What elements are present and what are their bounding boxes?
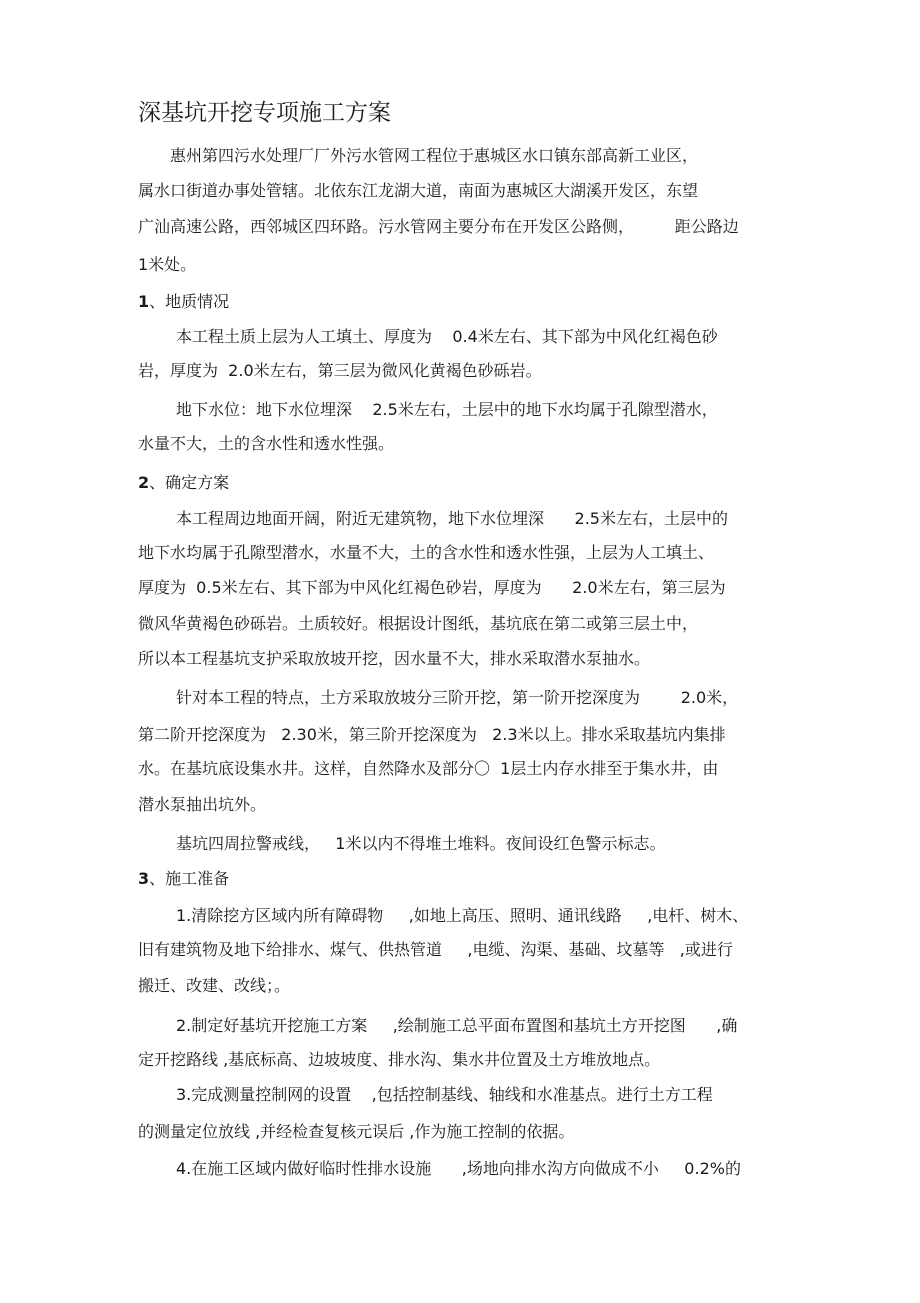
paragraph-line: 微风华黄褐色砂砾岩。土质较好。根据设计图纸，基坑底在第二或第三层土中， bbox=[138, 614, 699, 633]
intro-line: 属水口街道办事处管辖。北依东江龙湖大道，南面为惠城区大湖溪开发区，东望 bbox=[138, 181, 699, 200]
section-number: 1 bbox=[138, 292, 150, 311]
list-item-line: 2.制定好基坑开挖施工方案 ,绘制施工总平面布置图和基坑土方开挖图 ,确 bbox=[176, 1016, 738, 1035]
paragraph-line: 岩，厚度为 2.0米左右，第三层为微风化黄褐色砂砾岩。 bbox=[138, 361, 542, 380]
paragraph-line: 厚度为 0.5米左右、其下部为中风化红褐色砂岩，厚度为 2.0米左右，第三层为 bbox=[138, 578, 726, 597]
paragraph-line: 本工程周边地面开阔，附近无建筑物，地下水位埋深 2.5米左右，土层中的 bbox=[176, 509, 728, 528]
section-heading-text: 、确定方案 bbox=[149, 473, 230, 492]
list-item-line: 4.在施工区域内做好临时性排水设施 ,场地向排水沟方向做成不小 0.2%的 bbox=[176, 1159, 741, 1178]
paragraph-line: 水。在基坑底设集水井。这样，自然降水及部分〇 1层土内存水排至于集水井，由 bbox=[138, 759, 719, 778]
paragraph-line: 潜水泵抽出坑外。 bbox=[138, 795, 267, 814]
section-heading-3 bbox=[138, 868, 229, 890]
paragraph-line: 水量不大，土的含水性和透水性强。 bbox=[138, 434, 395, 453]
section-number: 3 bbox=[138, 869, 150, 888]
intro-line: 广汕高速公路，西邻城区四环路。污水管网主要分布在开发区公路侧， 距公路边 bbox=[138, 217, 739, 236]
document-title: 深基坑开挖专项施工方案 bbox=[138, 100, 391, 126]
list-item-line: 旧有建筑物及地下给排水、煤气、供热管道 ,电缆、沟渠、基础、坟墓等 ,或进行 bbox=[138, 940, 733, 959]
list-item-line: 定开挖路线 ,基底标高、边坡坡度、排水沟、集水井位置及土方堆放地点。 bbox=[138, 1050, 661, 1069]
list-item-line: 搬迁、改建、改线；。 bbox=[138, 976, 291, 995]
paragraph-line: 第二阶开挖深度为 2.30米，第三阶开挖深度为 2.3米以上。排水采取基坑内集排 bbox=[138, 725, 726, 744]
list-item-line: 的测量定位放线 ,并经检查复核元误后 ,作为施工控制的依据。 bbox=[138, 1122, 575, 1141]
section-heading-text: 、地质情况 bbox=[149, 292, 230, 311]
list-item-line: 3.完成测量控制网的设置 ,包括控制基线、轴线和水准基点。进行土方工程 bbox=[176, 1085, 713, 1104]
section-heading-2 bbox=[138, 472, 229, 494]
paragraph-line: 地下水均属于孔隙型潜水，水量不大，土的含水性和透水性强，上层为人工填土、 bbox=[138, 543, 715, 562]
paragraph-line: 针对本工程的特点，土方采取放坡分三阶开挖，第一阶开挖深度为 2.0米， bbox=[176, 688, 739, 707]
paragraph-line: 本工程土质上层为人工填土、厚度为 0.4米左右、其下部为中风化红褐色砂 bbox=[176, 327, 718, 346]
intro-line: 惠州第四污水处理厂厂外污水管网工程位于惠城区水口镇东部高新工业区， bbox=[170, 146, 699, 165]
list-item-line: 1.清除挖方区域内所有障碍物 ,如地上高压、照明、通讯线路 ,电杆、树木、 bbox=[176, 906, 749, 925]
section-heading-text: 、施工准备 bbox=[149, 869, 230, 888]
paragraph-line: 基坑四周拉警戒线， 1米以内不得堆土堆料。夜间设红色警示标志。 bbox=[176, 834, 666, 853]
paragraph-line: 地下水位：地下水位埋深 2.5米左右，土层中的地下水均属于孔隙型潜水， bbox=[176, 400, 718, 419]
section-number: 2 bbox=[138, 473, 150, 492]
section-heading-1 bbox=[138, 291, 229, 313]
intro-line: 1米处。 bbox=[138, 255, 197, 274]
paragraph-line: 所以本工程基坑支护采取放坡开挖，因水量不大，排水采取潜水泵抽水。 bbox=[138, 649, 651, 668]
